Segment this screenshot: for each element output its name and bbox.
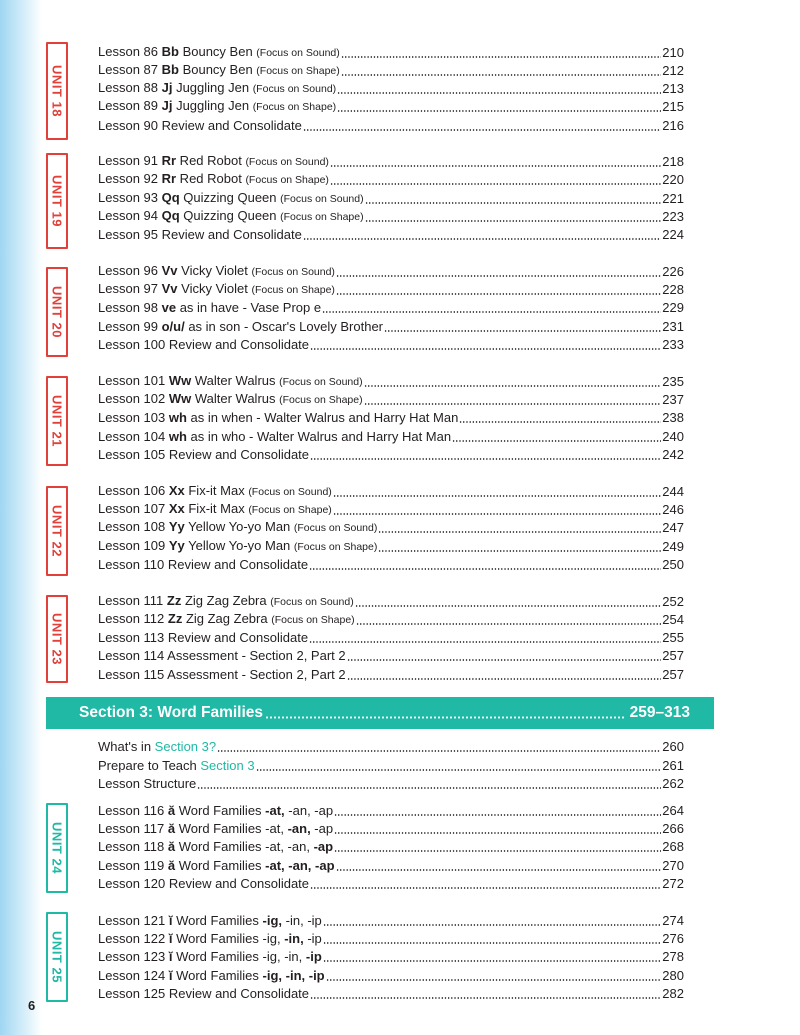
family-focus: -an, [287, 821, 311, 836]
page-number: 216 [662, 118, 684, 133]
toc-entry-lesson-111[interactable] [98, 593, 684, 611]
dot-leader [310, 348, 661, 350]
toc-entry-lesson-114[interactable] [98, 647, 684, 665]
entry-letters: Xx [168, 501, 185, 516]
toc-entry-lesson-89[interactable] [98, 98, 684, 116]
entry-text: Lesson 87 [98, 62, 162, 77]
page-number: 228 [662, 282, 684, 297]
entry-focus: (Focus on Shape) [279, 394, 363, 406]
page-number: 278 [662, 949, 684, 964]
entry-focus: (Focus on Shape) [252, 101, 337, 113]
entry-text: Bouncy Ben [178, 62, 257, 77]
page-number: 260 [662, 739, 684, 754]
toc-entry-lesson-109[interactable] [98, 538, 684, 556]
entry-text: Lesson 116 [98, 803, 168, 818]
page-number: 226 [662, 264, 684, 279]
unit-label: UNIT 23 [49, 613, 65, 665]
page-number: 261 [662, 758, 684, 773]
entry-focus: (Focus on Sound) [270, 596, 354, 608]
entry-letters: Ww [168, 373, 192, 388]
dot-leader [378, 550, 661, 552]
entry-text: Vicky Violet [177, 263, 252, 278]
dot-leader [323, 960, 662, 962]
entry-focus: (Focus on Sound) [252, 83, 337, 95]
entry-letters: wh [168, 410, 187, 425]
toc-entry-lesson-94[interactable] [98, 208, 684, 226]
dot-leader [334, 850, 661, 852]
entry-text: Fix-it Max [184, 483, 249, 498]
dot-leader [303, 238, 661, 240]
entry-letters: Rr [161, 171, 177, 186]
entry-text: Lesson 105 Review and Consolidate [98, 447, 310, 462]
unit-label: UNIT 22 [49, 505, 65, 557]
entry-text: Word Families -at, -an, [175, 839, 314, 854]
dot-leader [256, 769, 662, 771]
entry-text: Lesson 97 [98, 281, 162, 296]
entry-text: as in son - Oscar's Lovely Brother [184, 319, 384, 334]
entry-text: Bouncy Ben [178, 44, 257, 59]
dot-leader [355, 605, 662, 607]
entry-text: Lesson 115 Assessment - Section 2, Part 2 [98, 667, 346, 682]
page-number: 252 [662, 594, 684, 609]
entry-focus: (Focus on Sound) [279, 376, 363, 388]
entry-text: as in who - Walter Walrus and Harry Hat Man [186, 429, 452, 444]
toc-entry-lesson-87[interactable] [98, 62, 684, 80]
entry-text: Word Families [172, 968, 263, 983]
entry-focus: (Focus on Sound) [251, 266, 335, 278]
page-number: 237 [662, 392, 684, 407]
family-focus: -ap [313, 839, 334, 854]
entry-text: -ip [303, 931, 322, 946]
entry-text: -an, -ap [284, 803, 334, 818]
toc-entry-lesson-106[interactable] [98, 483, 684, 501]
dot-leader [384, 330, 661, 332]
section-title: Section 3: Word Families [79, 704, 264, 721]
dot-leader [364, 403, 662, 405]
entry-text: Zig Zag Zebra [182, 611, 272, 626]
entry-text: -ap [310, 821, 334, 836]
dot-leader [330, 165, 661, 167]
toc-entry-lesson-99[interactable] [98, 318, 684, 336]
toc-entry-lesson-125[interactable] [98, 985, 684, 1003]
toc-entry-lesson-104[interactable] [98, 428, 684, 446]
dot-leader [459, 421, 661, 423]
dot-leader [365, 202, 662, 204]
entry-text: Lesson 119 [98, 858, 168, 873]
toc-entry-lesson-90[interactable] [98, 117, 684, 135]
entry-text: Lesson 107 [98, 501, 169, 516]
entry-text: Lesson 106 [98, 483, 169, 498]
toc-entry-lesson-124[interactable] [98, 967, 684, 985]
entry-focus: (Focus on Sound) [248, 486, 332, 498]
entry-text: Word Families [175, 803, 266, 818]
entry-text: Juggling Jen [172, 98, 253, 113]
page-number: 233 [662, 337, 684, 352]
entry-focus: (Focus on Shape) [251, 284, 335, 296]
page-number: 210 [662, 45, 684, 60]
entry-text: Word Families [175, 858, 266, 873]
entry-text: What's in [98, 739, 155, 754]
section-link: Section 3 [200, 758, 255, 773]
dot-leader [197, 787, 661, 789]
dot-leader [341, 56, 662, 58]
page-number: 270 [662, 858, 684, 873]
page-number: 255 [662, 630, 684, 645]
dot-leader [333, 495, 662, 497]
dot-leader [378, 531, 661, 533]
toc-entry-lesson-117[interactable] [98, 820, 684, 838]
dot-leader [364, 385, 662, 387]
entry-letters: Rr [161, 153, 177, 168]
entry-text: Lesson 122 [98, 931, 169, 946]
dot-leader [217, 750, 661, 752]
entry-letters: Zz [167, 611, 183, 626]
entry-letters: Yy [168, 538, 185, 553]
toc-entry-lesson-115[interactable] [98, 666, 684, 684]
dot-leader [347, 678, 662, 680]
entry-text: Lesson 99 [98, 319, 162, 334]
vowel-letter: ă [167, 821, 176, 836]
entry-letters: Jj [161, 80, 173, 95]
page-number: 262 [662, 776, 684, 791]
entry-text: Word Families -ig, -in, [172, 949, 306, 964]
entry-text: Lesson 90 Review and Consolidate [98, 118, 302, 133]
section-3-header[interactable] [46, 697, 714, 729]
toc-entry-lesson-86[interactable] [98, 44, 684, 62]
toc-entry-lesson-92[interactable] [98, 171, 684, 189]
page-number: 238 [662, 410, 684, 425]
entry-text: Vicky Violet [177, 281, 252, 296]
toc-entry-lesson-110[interactable] [98, 556, 684, 574]
toc-entry-lesson-121[interactable] [98, 912, 684, 930]
entry-letters: Yy [168, 519, 185, 534]
dot-leader [336, 275, 661, 277]
page-number: 254 [662, 612, 684, 627]
page-number: 276 [662, 931, 684, 946]
dot-leader [309, 641, 661, 643]
toc-entry-lesson-108[interactable] [98, 519, 684, 537]
dot-leader [323, 942, 662, 944]
page-number: 220 [662, 172, 684, 187]
unit-label: UNIT 21 [49, 395, 65, 447]
unit-19-tab [46, 153, 68, 249]
section-page-range: 259–313 [629, 704, 690, 721]
entry-text: Lesson 110 Review and Consolidate [98, 557, 309, 572]
entry-focus: (Focus on Sound) [293, 522, 378, 534]
dot-leader [310, 997, 661, 999]
vowel-letter: ĭ [168, 949, 173, 964]
dot-leader [310, 458, 661, 460]
page-number: 244 [662, 484, 684, 499]
vowel-letter: ĭ [168, 931, 173, 946]
dot-leader [265, 716, 626, 719]
page-number: 242 [662, 447, 684, 462]
entry-text: Lesson 95 Review and Consolidate [98, 227, 302, 242]
entry-text: Zig Zag Zebra [181, 593, 271, 608]
unit-label: UNIT 20 [49, 286, 65, 338]
entry-text: Lesson 96 [98, 263, 162, 278]
entry-letters: Jj [161, 98, 173, 113]
toc-entry-whats-in-section-3[interactable] [98, 738, 684, 756]
dot-leader [330, 183, 661, 185]
page-number: 280 [662, 968, 684, 983]
entry-text: Lesson 104 [98, 429, 169, 444]
toc-entry-lesson-119[interactable] [98, 857, 684, 875]
toc-entry-lesson-101[interactable] [98, 373, 684, 391]
dot-leader [452, 440, 661, 442]
family-focus: -at, -an, -ap [265, 858, 335, 873]
toc-entry-lesson-105[interactable] [98, 446, 684, 464]
dot-leader [326, 979, 662, 981]
entry-text: Red Robot [176, 153, 246, 168]
entry-letters: ve [161, 300, 177, 315]
toc-entry-lesson-88[interactable] [98, 80, 684, 98]
page-number: 272 [662, 876, 684, 891]
entry-text: Lesson 88 [98, 80, 162, 95]
entry-focus: (Focus on Shape) [248, 504, 332, 516]
page-number: 221 [662, 191, 684, 206]
unit-label: UNIT 19 [49, 175, 65, 227]
toc-entry-lesson-112[interactable] [98, 611, 684, 629]
toc-entry-lesson-123[interactable] [98, 948, 684, 966]
page-number: 218 [662, 154, 684, 169]
page-number: 223 [662, 209, 684, 224]
entry-text: Lesson 108 [98, 519, 169, 534]
left-gradient-strip [0, 0, 42, 1035]
entry-focus: (Focus on Sound) [280, 193, 364, 205]
page-number: 247 [662, 520, 684, 535]
unit-24-tab [46, 803, 68, 893]
vowel-letter: ă [167, 839, 176, 854]
entry-text: Lesson 102 [98, 391, 169, 406]
dot-leader [336, 293, 661, 295]
toc-entry-lesson-100[interactable] [98, 336, 684, 354]
unit-18-tab [46, 42, 68, 140]
entry-text: Lesson 125 Review and Consolidate [98, 986, 310, 1001]
entry-text: Lesson 100 Review and Consolidate [98, 337, 310, 352]
family-focus: -ip [305, 949, 322, 964]
entry-letters: o/u/ [161, 319, 185, 334]
toc-entry-lesson-91[interactable] [98, 153, 684, 171]
entry-text: Walter Walrus [191, 373, 280, 388]
page-number: 235 [662, 374, 684, 389]
entry-letters: Bb [161, 62, 179, 77]
family-focus: -at, [265, 803, 285, 818]
entry-focus: (Focus on Shape) [280, 211, 364, 223]
dot-leader [303, 129, 661, 131]
page-number: 257 [662, 667, 684, 682]
entry-text: Lesson 114 Assessment - Section 2, Part 2 [98, 648, 346, 663]
entry-letters: Qq [161, 208, 180, 223]
dot-leader [356, 623, 662, 625]
entry-text: Lesson 111 [98, 593, 167, 608]
page-number: 240 [662, 429, 684, 444]
entry-text: Lesson Structure [98, 776, 197, 791]
entry-letters: Xx [168, 483, 185, 498]
entry-letters: Qq [161, 190, 180, 205]
toc-entry-lesson-122[interactable] [98, 930, 684, 948]
unit-label: UNIT 25 [49, 931, 65, 983]
toc-entry-lesson-95[interactable] [98, 226, 684, 244]
toc-entry-prepare-to-teach[interactable] [98, 757, 684, 775]
dot-leader [323, 924, 662, 926]
entry-text: Lesson 121 [98, 913, 169, 928]
entry-letters: Ww [168, 391, 192, 406]
entry-text: Lesson 93 [98, 190, 162, 205]
entry-text: Word Families [172, 913, 263, 928]
page-number: 274 [662, 913, 684, 928]
toc-entry-lesson-118[interactable] [98, 838, 684, 856]
entry-text: Fix-it Max [184, 501, 249, 516]
entry-text: Lesson 124 [98, 968, 169, 983]
unit-label: UNIT 24 [49, 822, 65, 874]
dot-leader [365, 220, 662, 222]
section-link: Section 3? [154, 739, 217, 754]
entry-text: as in when - Walter Walrus and Harry Hat Man [186, 410, 459, 425]
entry-text: as in have - Vase Prop e [176, 300, 322, 315]
dot-leader [336, 869, 662, 871]
page-number: 231 [662, 319, 684, 334]
entry-text: Word Families -ig, [172, 931, 285, 946]
entry-text: Lesson 113 Review and Consolidate [98, 630, 309, 645]
unit-25-tab [46, 912, 68, 1002]
toc-entry-lesson-98[interactable] [98, 299, 684, 317]
entry-text: Lesson 118 [98, 839, 168, 854]
dot-leader [337, 92, 661, 94]
page-number: 215 [662, 99, 684, 114]
toc-entry-lesson-113[interactable] [98, 629, 684, 647]
entry-text: Lesson 112 [98, 611, 168, 626]
entry-text: Lesson 98 [98, 300, 162, 315]
entry-text: -in, -ip [282, 913, 322, 928]
page-number: 229 [662, 300, 684, 315]
toc-entry-lesson-96[interactable] [98, 263, 684, 281]
entry-focus: (Focus on Shape) [271, 614, 355, 626]
dot-leader [337, 110, 661, 112]
dot-leader [333, 513, 662, 515]
entry-text: Lesson 120 Review and Consolidate [98, 876, 310, 891]
toc-entry-lesson-93[interactable] [98, 190, 684, 208]
family-focus: -in, [284, 931, 304, 946]
dot-leader [341, 74, 662, 76]
unit-21-tab [46, 376, 68, 466]
unit-23-tab [46, 595, 68, 683]
family-focus: -ig, -in, -ip [262, 968, 325, 983]
dot-leader [322, 311, 661, 313]
entry-text: Word Families -at, [175, 821, 288, 836]
entry-letters: wh [168, 429, 187, 444]
entry-focus: (Focus on Sound) [245, 156, 329, 168]
entry-text: Lesson 123 [98, 949, 169, 964]
page-number: 257 [662, 648, 684, 663]
page-number: 246 [662, 502, 684, 517]
page-number: 250 [662, 557, 684, 572]
page-number: 264 [662, 803, 684, 818]
toc-entry-lesson-116[interactable] [98, 802, 684, 820]
dot-leader [334, 832, 661, 834]
entry-letters: Vv [161, 263, 178, 278]
page-number: 224 [662, 227, 684, 242]
page-number: 249 [662, 539, 684, 554]
toc-entry-lesson-102[interactable] [98, 391, 684, 409]
toc-entry-lesson-97[interactable] [98, 281, 684, 299]
page-number: 266 [662, 821, 684, 836]
entry-text: Yellow Yo-yo Man [184, 538, 294, 553]
entry-focus: (Focus on Shape) [256, 65, 340, 77]
entry-text: Lesson 117 [98, 821, 168, 836]
entry-text: Quizzing Queen [179, 208, 281, 223]
vowel-letter: ĭ [168, 968, 173, 983]
unit-20-tab [46, 267, 68, 357]
unit-label: UNIT 18 [49, 65, 65, 117]
page-number: 282 [662, 986, 684, 1001]
toc-entry-lesson-103[interactable] [98, 409, 684, 427]
entry-focus: (Focus on Shape) [293, 541, 378, 553]
entry-text: Lesson 89 [98, 98, 162, 113]
entry-text: Lesson 103 [98, 410, 169, 425]
entry-letters: Zz [166, 593, 182, 608]
dot-leader [347, 659, 662, 661]
entry-text: Red Robot [176, 171, 246, 186]
entry-text: Lesson 92 [98, 171, 162, 186]
dot-leader [309, 568, 661, 570]
toc-entry-lesson-107[interactable] [98, 501, 684, 519]
entry-letters: Bb [161, 44, 179, 59]
entry-letters: Vv [161, 281, 178, 296]
dot-leader [334, 814, 661, 816]
entry-text: Lesson 86 [98, 44, 162, 59]
toc-entry-lesson-120[interactable] [98, 875, 684, 893]
family-focus: -ig, [262, 913, 283, 928]
entry-focus: (Focus on Shape) [245, 174, 329, 186]
unit-22-tab [46, 486, 68, 576]
entry-focus: (Focus on Sound) [256, 47, 340, 59]
entry-text: Walter Walrus [191, 391, 280, 406]
entry-text: Lesson 109 [98, 538, 169, 553]
vowel-letter: ă [167, 803, 176, 818]
entry-text: Juggling Jen [172, 80, 253, 95]
toc-entry-lesson-structure[interactable] [98, 775, 684, 793]
entry-text: Lesson 94 [98, 208, 162, 223]
entry-text: Prepare to Teach [98, 758, 201, 773]
entry-text: Lesson 91 [98, 153, 162, 168]
dot-leader [310, 887, 661, 889]
folio-page-number: 6 [28, 998, 36, 1013]
vowel-letter: ă [167, 858, 176, 873]
page-number: 212 [662, 63, 684, 78]
entry-text: Lesson 101 [98, 373, 169, 388]
page-number: 213 [662, 81, 684, 96]
entry-text: Quizzing Queen [179, 190, 281, 205]
entry-text: Yellow Yo-yo Man [184, 519, 294, 534]
page-number: 268 [662, 839, 684, 854]
vowel-letter: ĭ [168, 913, 173, 928]
